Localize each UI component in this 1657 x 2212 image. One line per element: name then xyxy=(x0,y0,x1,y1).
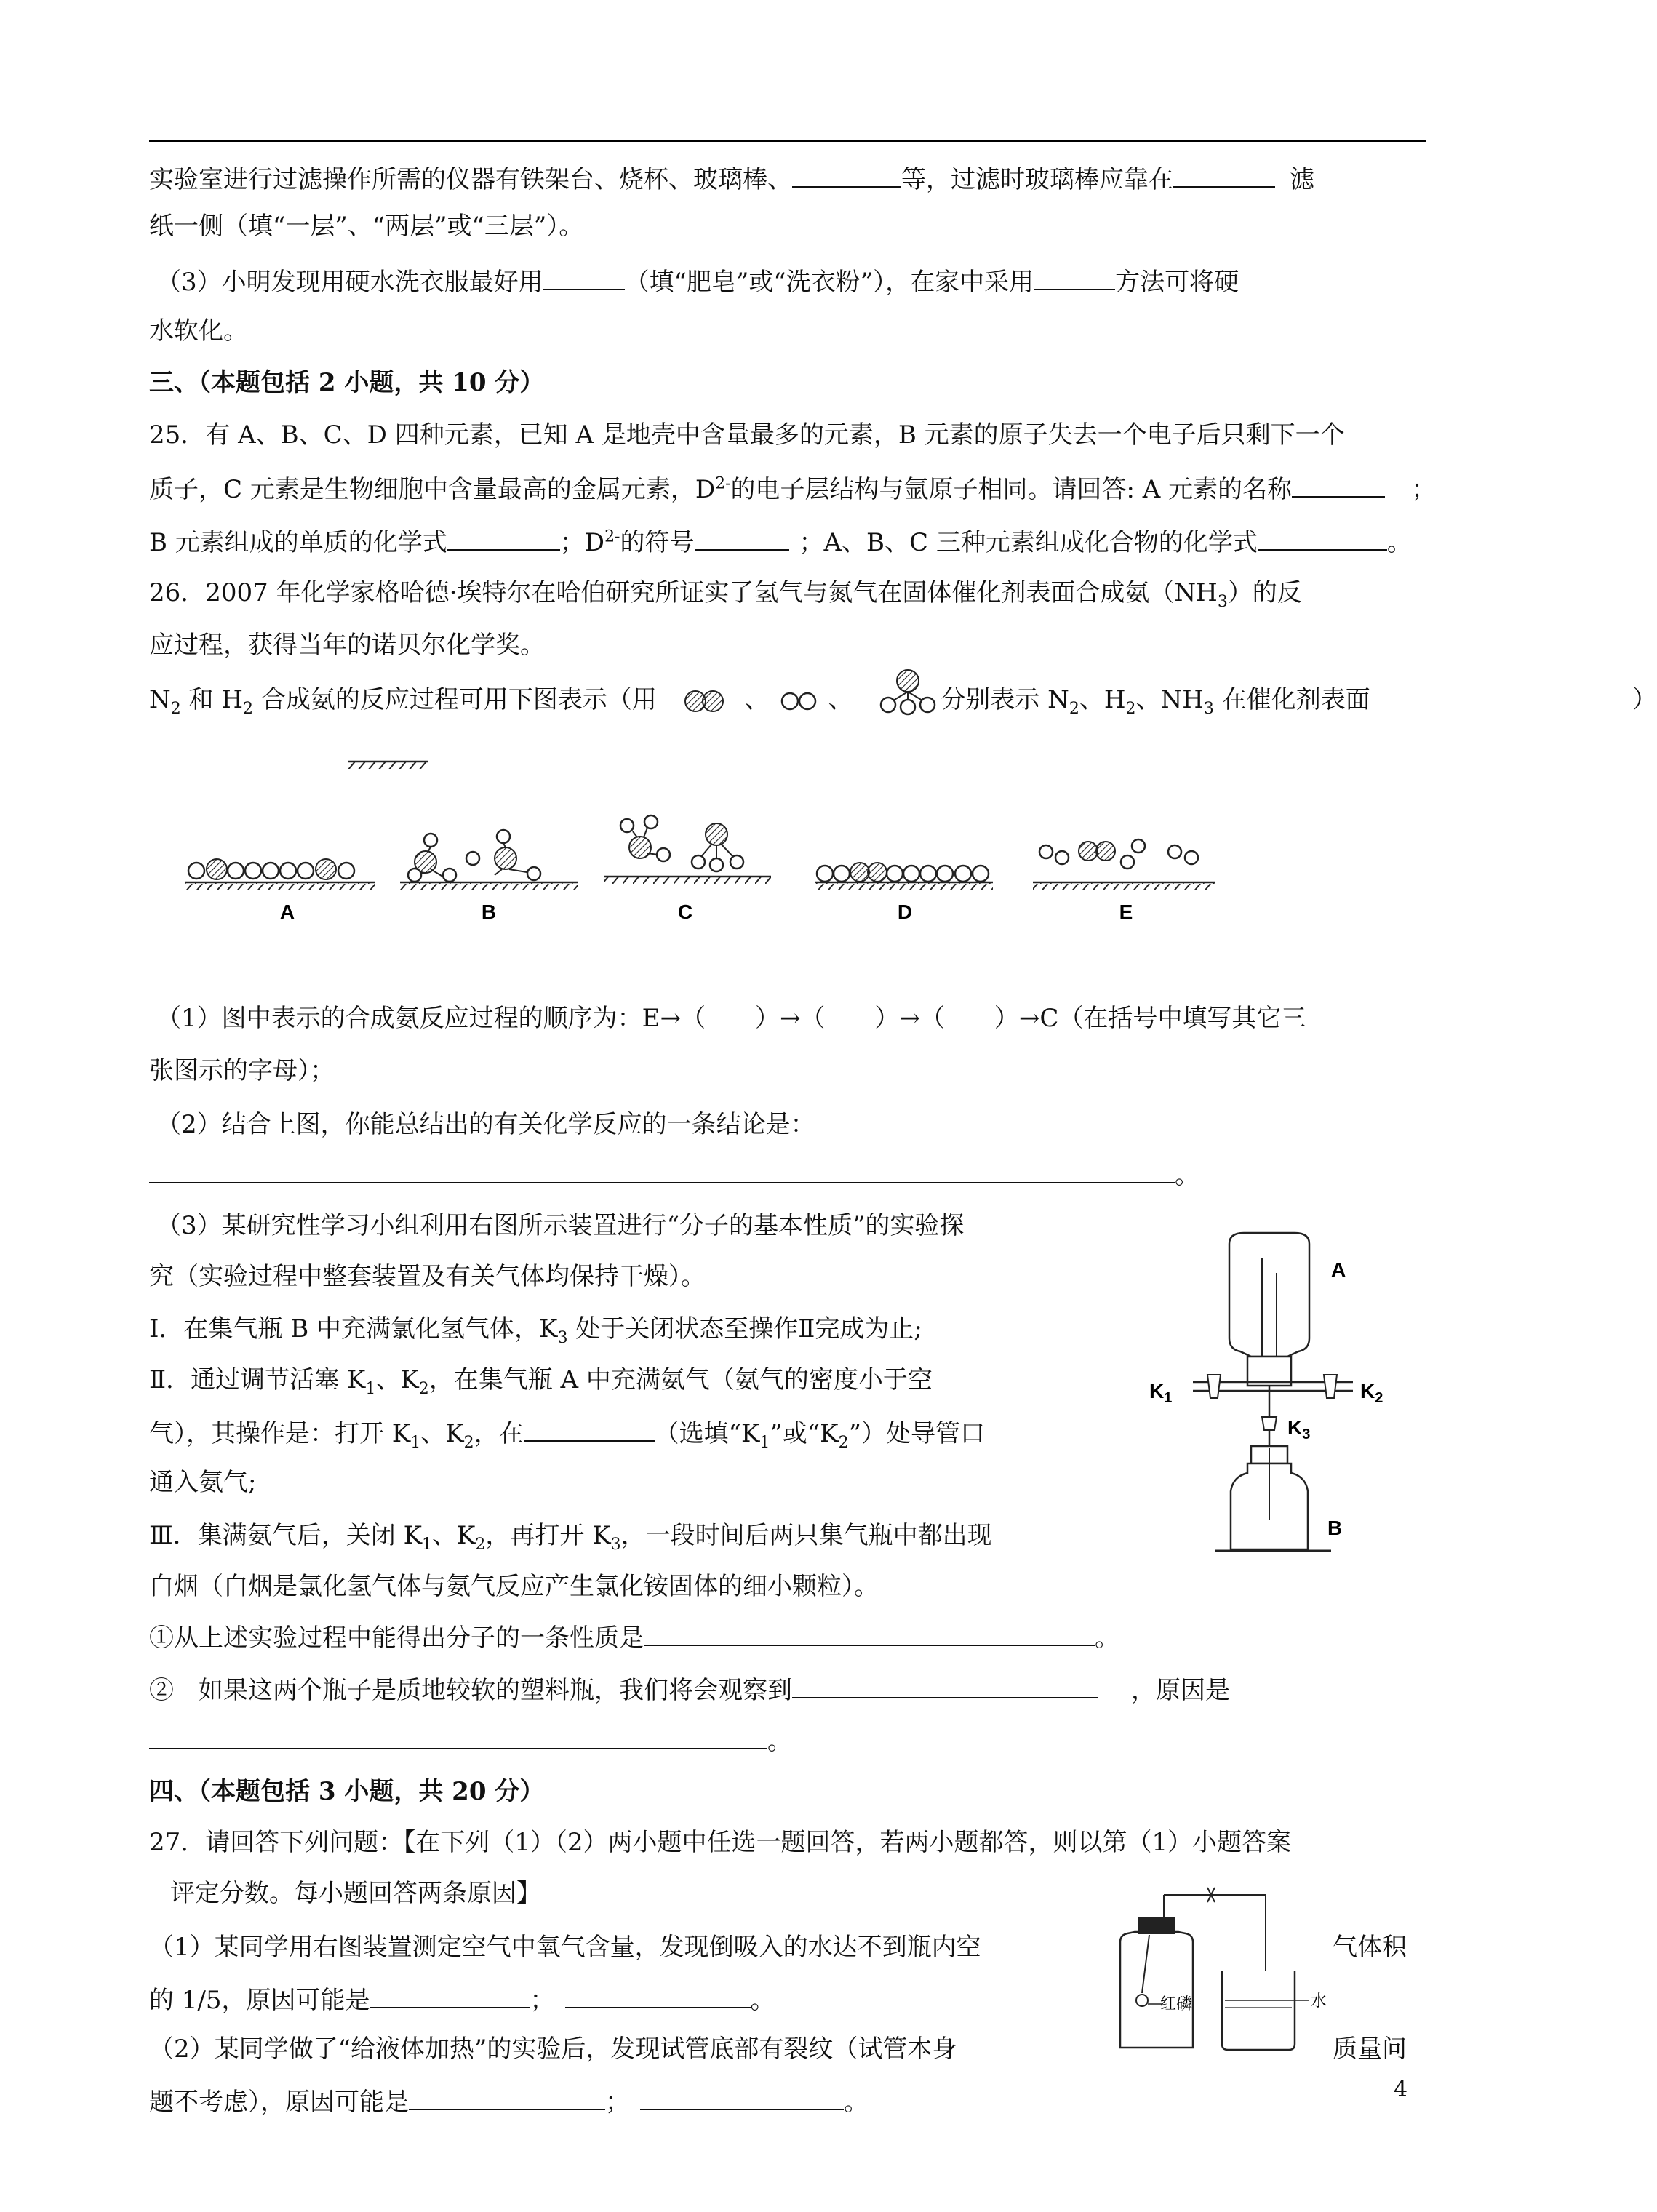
text: 题不考虑），原因可能是 xyxy=(149,2088,409,2117)
nh3-molecule-icon xyxy=(875,665,941,716)
subscript: 3 xyxy=(610,1535,621,1554)
text-line xyxy=(149,1723,792,1757)
text-line xyxy=(149,524,1412,559)
text-line xyxy=(1333,1931,1407,1963)
text: 等，过滤时玻璃棒应靠在 xyxy=(901,165,1173,194)
text: 水软化。 xyxy=(149,316,248,346)
text: 究（实验过程中整套装置及有关气体均保持干燥）。 xyxy=(149,1262,706,1291)
panel-label: C xyxy=(677,901,693,923)
subscript: 2 xyxy=(243,699,254,718)
text: 的电子层结构与氩原子相同。请回答: A 元素的名称 xyxy=(730,475,1293,504)
bottle-b-label: B xyxy=(1327,1517,1343,1539)
text-line xyxy=(149,1620,1119,1654)
text: 。 xyxy=(1386,528,1412,557)
panel-label: B xyxy=(481,901,497,923)
text-line xyxy=(149,471,1436,506)
text: Ⅰ．在集气瓶 B 中充满氯化氢气体，K xyxy=(149,1314,558,1343)
panel-b xyxy=(400,830,578,923)
text: 26．2007 年化学家格哈德·埃特尔在哈伯研究所证实了氢气与氮气在固体催化剂表面合成氨（NH xyxy=(149,578,1218,607)
text: （2）某同学做了“给液体加热”的实验后，发现试管底部有裂纹（试管本身 xyxy=(149,2035,957,2064)
answer-blank[interactable] xyxy=(1292,471,1385,498)
text: ；A、B、C 三种元素组成化合物的化学式 xyxy=(799,528,1258,557)
text: ①从上述实验过程中能得出分子的一条性质是 xyxy=(149,1624,644,1653)
text-line xyxy=(149,1313,922,1345)
panel-label: D xyxy=(897,901,913,923)
text: 25．有 A、B、C、D 四种元素，已知 A 是地壳中含量最多的元素，B 元素的原子失去一个电子后只剩下一个 xyxy=(149,420,1345,450)
text: （1）图中表示的合成氨反应过程的顺序为：E→（ ）→（ ）→（ ）→C（在括号中填写其它三 xyxy=(156,1004,1306,1033)
text: 。 xyxy=(1175,1161,1199,1190)
ammonia-synthesis-figure xyxy=(175,753,1266,931)
text: （3）某研究性学习小组利用右图所示装置进行“分子的基本性质”的实验探 xyxy=(156,1211,965,1240)
answer-blank[interactable] xyxy=(695,524,789,551)
answer-blank[interactable] xyxy=(524,1416,655,1442)
text-line xyxy=(156,1002,1306,1034)
text-line xyxy=(1333,2033,1407,2065)
text: 通入氨气; xyxy=(149,1468,257,1497)
subscript: 3 xyxy=(557,1328,568,1347)
text-line xyxy=(149,2084,869,2118)
text: 。 xyxy=(1095,1624,1119,1653)
text-line xyxy=(149,1416,985,1450)
text: 、K xyxy=(375,1365,419,1394)
answer-blank[interactable] xyxy=(792,1672,1098,1698)
text: 、NH xyxy=(1135,685,1204,714)
text: 三、（本题包括 2 小题，共 10 分） xyxy=(149,368,545,397)
subscript: 2 xyxy=(1125,699,1136,718)
red-phosphorus-label: 红磷 xyxy=(1160,1995,1193,2013)
subscript: 1 xyxy=(759,1433,770,1452)
panel-d xyxy=(815,863,993,923)
text-line xyxy=(156,1109,815,1141)
text: 合成氨的反应过程可用下图表示（用 xyxy=(253,685,657,714)
header-rule xyxy=(149,140,1426,142)
panel-label: A xyxy=(279,901,295,923)
text: ，在集气瓶 A 中充满氨气（氨气的密度小于空 xyxy=(428,1365,933,1394)
text-line xyxy=(149,1466,256,1498)
text-line xyxy=(149,1931,981,1963)
subscript: 1 xyxy=(410,1433,421,1452)
text-line xyxy=(149,1672,1230,1706)
text: （填“肥皂”或“洗衣粉”），在家中采用 xyxy=(624,268,1034,297)
text: 纸一侧（填“一层”、“两层”或“三层”）。 xyxy=(149,212,584,241)
page-number: 4 xyxy=(1394,2077,1408,2102)
answer-blank[interactable] xyxy=(644,1620,1095,1646)
valve-k1-icon xyxy=(1207,1375,1221,1398)
text: ，原因是 xyxy=(1131,1676,1230,1705)
text: 27．请回答下列问题：【在下列（1）（2）两小题中任选一题回答，若两小题都答，则以第（1）小题答案 xyxy=(149,1828,1292,1857)
subscript: 2 xyxy=(418,1379,429,1398)
text: 、 xyxy=(828,685,853,714)
k1-label: $K_1$ xyxy=(1149,1380,1173,1406)
panel-c xyxy=(604,815,771,923)
text-line xyxy=(149,1261,706,1293)
text: 气），其操作是：打开 K xyxy=(149,1419,411,1448)
bottle-a-body xyxy=(1229,1233,1309,1357)
answer-blank[interactable] xyxy=(149,1723,767,1749)
text-line xyxy=(156,264,1239,298)
text: ② 如果这两个瓶子是质地较软的塑料瓶，我们将会观察到 xyxy=(149,1676,792,1705)
water-label: 水 xyxy=(1311,1992,1327,2011)
text-line xyxy=(149,2033,957,2065)
text: 方法可将硬 xyxy=(1115,268,1239,297)
text-line xyxy=(149,315,248,347)
text: （3）小明发现用硬水洗衣服最好用 xyxy=(156,268,543,297)
valve-k3-icon xyxy=(1262,1417,1277,1430)
text-line xyxy=(156,1210,964,1242)
text: 四、（本题包括 3 小题，共 20 分） xyxy=(149,1777,545,1806)
n2-molecule-icon xyxy=(679,687,745,716)
answer-blank[interactable] xyxy=(565,1982,751,2008)
panel-a xyxy=(185,859,375,923)
text-line xyxy=(149,1364,933,1396)
text-line xyxy=(149,1520,992,1552)
h2-molecule-icon xyxy=(777,687,828,716)
superscript: 2- xyxy=(715,474,731,493)
subscript: 2 xyxy=(463,1433,474,1452)
text: （2）结合上图，你能总结出的有关化学反应的一条结论是： xyxy=(156,1110,815,1139)
text-line xyxy=(149,1157,1199,1191)
text: 和 H xyxy=(180,685,244,714)
superscript: 2- xyxy=(604,527,620,546)
text: 、H xyxy=(1079,685,1126,714)
text: ，一段时间后两只集气瓶中都出现 xyxy=(620,1521,992,1550)
gas-bottle-apparatus-figure xyxy=(1120,1229,1426,1564)
text: 张图示的字母）； xyxy=(149,1056,335,1085)
subscript: 2 xyxy=(1069,699,1079,718)
text: 、 xyxy=(744,685,770,714)
question-27 xyxy=(149,1826,1291,1858)
subscript: 2 xyxy=(475,1535,486,1554)
text-line xyxy=(149,1570,879,1602)
text-line xyxy=(149,684,1657,716)
text: 应过程，获得当年的诺贝尔化学奖。 xyxy=(149,631,545,660)
text: 白烟（白烟是氯化氢气体与氨气反应产生氯化铵固体的细小颗粒）。 xyxy=(149,1572,879,1601)
question-26 xyxy=(149,577,1302,609)
text: 分别表示 N xyxy=(941,685,1069,714)
text: 。 xyxy=(750,1986,775,2015)
text: 的符号 xyxy=(620,528,695,557)
text: B 元素组成的单质的化学式 xyxy=(149,528,447,557)
subscript: 3 xyxy=(1203,699,1214,718)
answer-blank[interactable] xyxy=(409,2084,605,2110)
text: Ⅱ．通过调节活塞 K xyxy=(149,1365,366,1394)
text: ，再打开 K xyxy=(485,1521,611,1550)
k3-label: $K_3$ xyxy=(1287,1416,1311,1442)
answer-blank[interactable] xyxy=(640,2084,844,2110)
text: 、K xyxy=(420,1419,464,1448)
bottle-a-label: A xyxy=(1331,1258,1346,1281)
text: 。 xyxy=(767,1727,792,1756)
text: ；D xyxy=(559,528,605,557)
flask xyxy=(1120,1932,1193,2048)
text: 评定分数。每小题回答两条原因】 xyxy=(170,1879,541,1908)
text: 处于关闭状态至操作Ⅱ完成为止; xyxy=(567,1314,922,1343)
text: 质子，C 元素是生物细胞中含量最高的金属元素，D xyxy=(149,475,716,504)
answer-blank[interactable] xyxy=(1034,264,1115,290)
subscript: 1 xyxy=(422,1535,432,1554)
text-line xyxy=(170,1877,541,1909)
text-line xyxy=(149,1982,775,2016)
answer-blank[interactable] xyxy=(1258,524,1387,551)
subscript: 2 xyxy=(170,699,181,718)
text-line xyxy=(149,210,583,242)
section-heading xyxy=(149,367,544,399)
text: 气体积 xyxy=(1333,1933,1407,1962)
text: ”）处导管口 xyxy=(848,1419,985,1448)
text: 、K xyxy=(432,1521,476,1550)
question-25 xyxy=(149,419,1345,451)
surface-hatch xyxy=(348,762,428,769)
text: 滤 xyxy=(1290,165,1314,194)
text: （1）某同学用右图装置测定空气中氧气含量，发现倒吸入的水达不到瓶内空 xyxy=(149,1933,981,1962)
text: 的 1/5，原因可能是 xyxy=(149,1986,370,2015)
text: ”或“K xyxy=(770,1419,839,1448)
panel-label: E xyxy=(1119,901,1133,923)
text: ； xyxy=(1411,475,1437,504)
answer-blank[interactable] xyxy=(370,1982,530,2008)
text: N xyxy=(149,685,171,714)
text: 在催化剂表面 xyxy=(1213,685,1370,714)
phosphorus-spoon-icon xyxy=(1136,1995,1148,2006)
text: ） xyxy=(1632,685,1657,714)
k2-label: $K_2$ xyxy=(1360,1380,1384,1406)
text: ； xyxy=(605,2088,630,2117)
subscript: 3 xyxy=(1217,592,1228,611)
text: 实验室进行过滤操作所需的仪器有铁架台、烧杯、玻璃棒、 xyxy=(149,165,792,194)
text: ； xyxy=(530,1986,555,2015)
text: ，在 xyxy=(474,1419,524,1448)
stopper xyxy=(1138,1917,1175,1934)
beaker xyxy=(1222,1971,1295,2050)
text: Ⅲ．集满氨气后，关闭 K xyxy=(149,1521,422,1550)
panel-e xyxy=(1033,839,1215,923)
text: 。 xyxy=(844,2088,869,2117)
subscript: 2 xyxy=(838,1433,849,1452)
section-heading xyxy=(149,1776,544,1808)
text: ）的反 xyxy=(1227,578,1302,607)
answer-blank[interactable] xyxy=(792,161,901,188)
answer-blank[interactable] xyxy=(149,1157,1175,1183)
text-line xyxy=(149,161,1314,196)
text-line xyxy=(149,629,545,661)
text-line xyxy=(149,1055,335,1087)
answer-blank[interactable] xyxy=(543,264,625,290)
text: （选填“K xyxy=(654,1419,760,1448)
text: 质量问 xyxy=(1333,2035,1407,2064)
answer-blank[interactable] xyxy=(1173,161,1275,188)
valve-k2-icon xyxy=(1324,1375,1337,1398)
subscript: 1 xyxy=(365,1379,376,1398)
oxygen-measurement-apparatus-figure xyxy=(1098,1884,1331,2059)
answer-blank[interactable] xyxy=(447,524,560,551)
